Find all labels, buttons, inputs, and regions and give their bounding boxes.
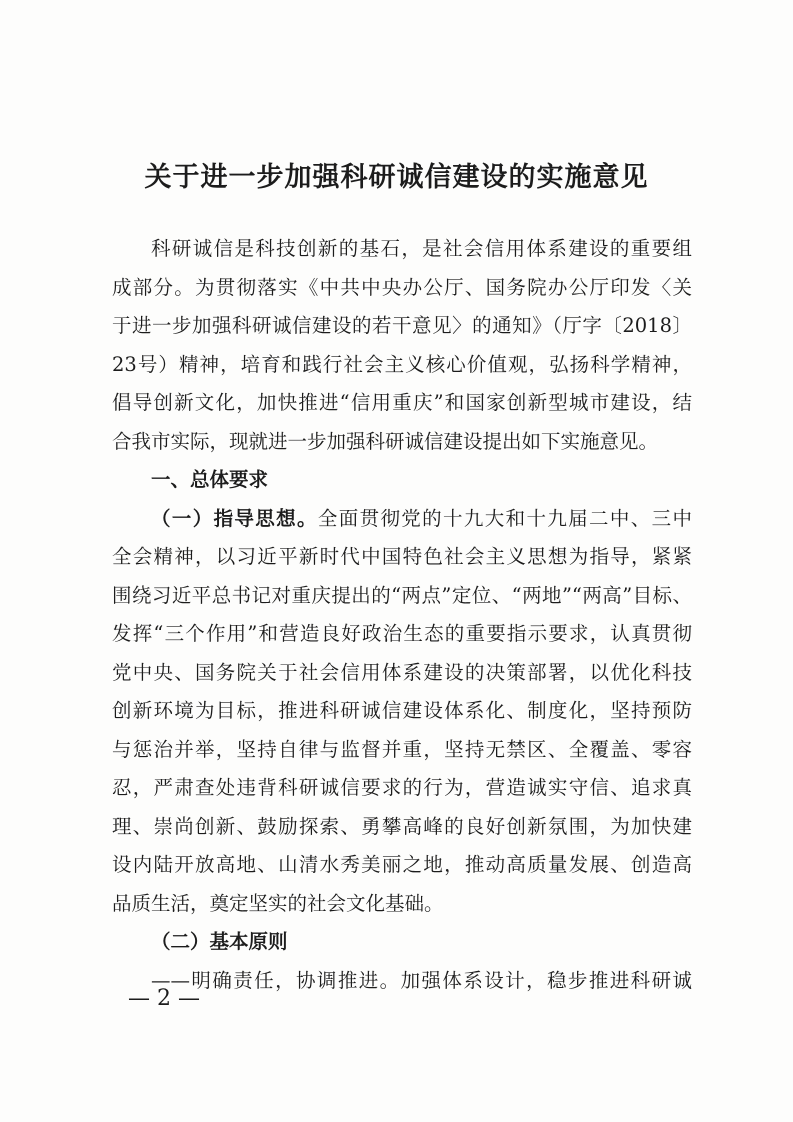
guiding-thought-label: （一）指导思想。 xyxy=(151,506,318,530)
intro-line-3: 于进一步加强科研诚信建设的若干意见〉的通知》（厅字〔2018〕 xyxy=(112,314,692,337)
intro-line-2: 成部分。为贯彻落实《中共中央办公厅、国务院办公厅印发〈关 xyxy=(112,275,692,299)
section-heading-general-requirements: 一、总体要求 xyxy=(151,468,269,491)
guiding-line-2: 全会精神，以习近平新时代中国特色社会主义思想为指导，紧紧 xyxy=(112,545,692,568)
intro-line-6: 合我市实际，现就进一步加强科研诚信建设提出如下实施意见。 xyxy=(112,429,659,453)
guiding-line-8: 忍，严肃查处违背科研诚信要求的行为，营造诚实守信、追求真 xyxy=(112,776,692,799)
guiding-line-10: 设内陆开放高地、山清水秀美丽之地，推动高质量发展、创造高 xyxy=(112,853,692,876)
guiding-line-7: 与惩治并举，坚持自律与监督并重，坚持无禁区、全覆盖、零容 xyxy=(112,737,692,761)
intro-paragraph xyxy=(112,230,692,461)
basic-principles-label: （二）基本原则 xyxy=(151,930,288,953)
guiding-line-3: 围绕习近平总书记对重庆提出的“两点”定位、“两地”“两高”目标、 xyxy=(112,583,692,607)
guiding-line-9: 理、崇尚创新、鼓励探索、勇攀高峰的良好创新氛围，为加快建 xyxy=(112,814,692,838)
guiding-line-1 xyxy=(112,500,692,539)
document-title: 关于进一步加强科研诚信建设的实施意见 xyxy=(144,162,649,193)
guiding-line-1-text: 全面贯彻党的十九大和十九届二中、三中 xyxy=(317,506,692,530)
intro-line-1: 科研诚信是科技创新的基石，是社会信用体系建设的重要组 xyxy=(151,237,692,260)
intro-line-4: 23号）精神，培育和践行社会主义核心价值观，弘扬科学精神， xyxy=(112,352,692,376)
guiding-line-4: 发挥“三个作用”和营造良好政治生态的重要指示要求，认真贯彻 xyxy=(112,622,692,645)
guiding-line-5: 党中央、国务院关于社会信用体系建设的决策部署，以优化科技 xyxy=(112,660,692,684)
intro-line-5: 倡导创新文化，加快推进“信用重庆”和国家创新型城市建设，结 xyxy=(112,391,692,414)
guiding-line-11: 品质生活，奠定坚实的社会文化基础。 xyxy=(112,891,444,915)
principles-heading-line xyxy=(112,923,692,962)
principle-line-1: ——明确责任，协调推进。加强体系设计，稳步推进科研诚 xyxy=(151,968,692,992)
section-1 xyxy=(112,461,692,1000)
guiding-line-6: 创新环境为目标，推进科研诚信建设体系化、制度化，坚持预防 xyxy=(112,699,692,722)
page-number: — 2 — xyxy=(128,986,200,1011)
